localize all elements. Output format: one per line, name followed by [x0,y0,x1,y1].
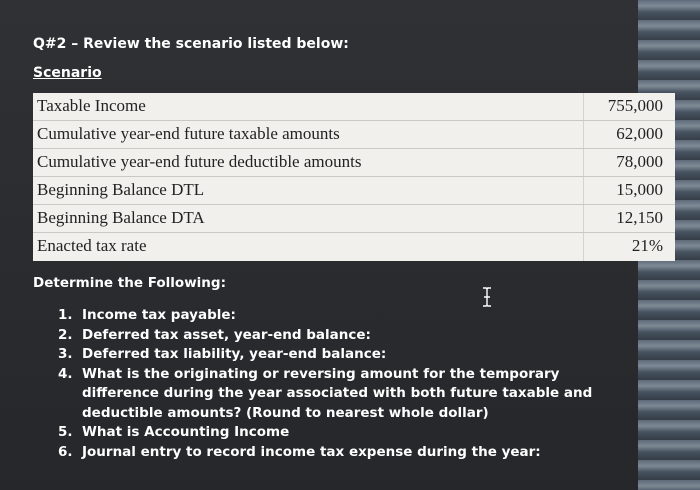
scenario-heading: Scenario [33,65,102,81]
table-row [33,177,675,205]
row-value: 21% [631,236,663,255]
item-text: What is Accounting Income [82,424,290,440]
row-label: Beginning Balance DTL [37,180,205,199]
row-label: Taxable Income [37,96,146,115]
item-text: Journal entry to record income tax expense during the year: [82,443,541,460]
item-text: Deferred tax liability, year-end balance: [82,346,387,362]
list-item [58,365,638,424]
question-title: Q#2 – Review the scenario listed below: [33,36,349,52]
row-value: 78,000 [616,152,663,171]
item-number: 6. [58,443,73,460]
table-row [33,149,675,177]
item-number: 5. [58,424,73,440]
item-number: 1. [58,307,73,323]
item-number: 2. [58,326,73,343]
row-value: 12,150 [616,208,663,227]
list-item [58,326,638,346]
determine-heading: Determine the Following: [33,275,226,291]
item-text: What is the originating or reversing amount for the temporary difference during the year associated with both future taxable and deductible amounts? (Round to nearest whole dollar) [82,365,593,421]
row-label: Cumulative year-end future deductible amounts [37,152,362,171]
row-value: 15,000 [616,180,663,199]
list-item [58,306,638,326]
text-cursor-icon [481,287,493,307]
item-text: Deferred tax asset, year-end balance: [82,326,371,343]
item-number: 4. [58,365,73,382]
scenario-table [33,93,675,261]
item-text: Income tax payable: [82,307,236,323]
row-value: 62,000 [616,124,663,143]
item-number: 3. [58,346,73,362]
table-row [33,121,675,149]
list-item [58,345,638,365]
questions-list [58,306,638,462]
table-row [33,93,675,121]
row-label: Enacted tax rate [37,236,147,255]
row-label: Beginning Balance DTA [37,208,205,227]
row-label: Cumulative year-end future taxable amounts [37,124,340,143]
list-item [58,423,638,443]
table-row [33,205,675,233]
list-item [58,443,638,463]
row-value: 755,000 [607,96,663,115]
table-row [33,233,675,261]
